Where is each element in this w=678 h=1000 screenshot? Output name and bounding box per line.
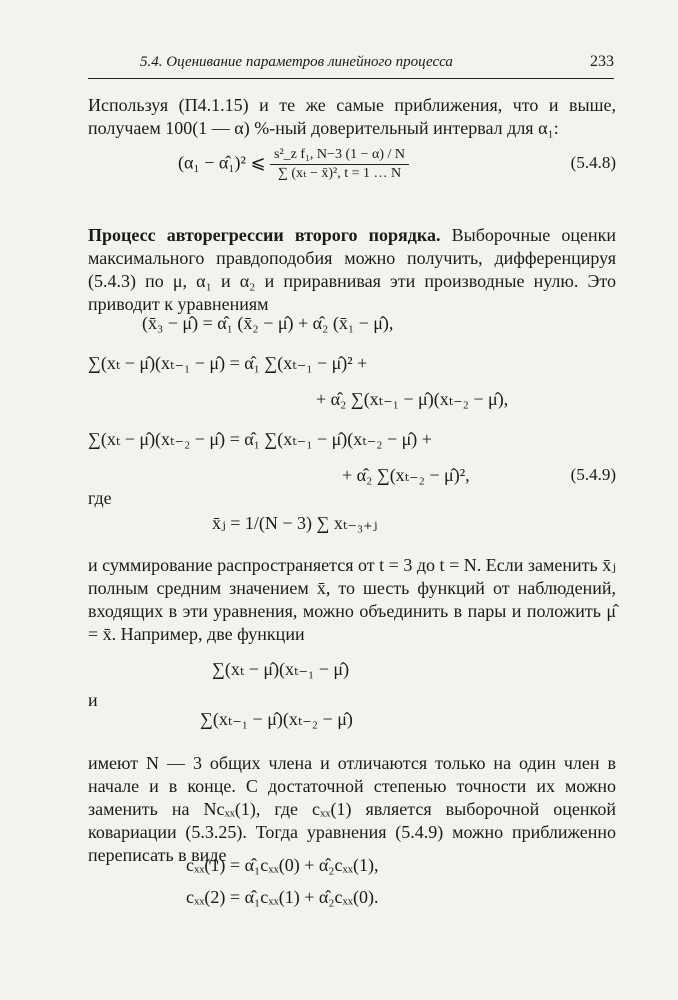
equation-5-4-9 bbox=[88, 310, 616, 500]
section-heading-ar2: Процесс авторегрессии второго порядка. bbox=[88, 225, 441, 245]
final-equation-1-body: cₓₓ(1) = α̂₁cₓₓ(0) + α̂₂cₓₓ(1), bbox=[186, 855, 379, 875]
function-2 bbox=[88, 706, 616, 734]
equation-5-4-9-line-2: ∑(xₜ − μ̂)(xₜ₋₁ − μ̂) = α̂₁ ∑(xₜ₋₁ − μ̂)² + bbox=[88, 353, 368, 373]
equation-xbar-j bbox=[88, 510, 616, 540]
equation-5-4-8-denominator: ∑ (xₜ − x̄)², t = 1 … N bbox=[277, 166, 402, 181]
word-where: где bbox=[88, 488, 112, 508]
paragraph-ar2-text: Выборочные оценки максимального правдоподобия можно получить, дифференцируя (5.4.3) по μ, α₁ и α₂ и приравнивая эти производные нулю. Это приводит к уравнениям bbox=[88, 225, 616, 314]
equation-5-4-9-line-1: (x̄₃ − μ̂) = α̂₁ (x̄₂ − μ̂) + α̂₂ (x̄₁ − μ̂), bbox=[142, 313, 394, 333]
equation-5-4-8-fraction bbox=[270, 146, 409, 183]
word-and: и bbox=[88, 690, 98, 710]
equation-5-4-8-body bbox=[178, 146, 409, 183]
function-1-body: ∑(xₜ − μ̂)(xₜ₋₁ − μ̂) bbox=[212, 659, 350, 679]
equation-5-4-8-numerator: s²_z f₁, N−3 (1 − α) / N bbox=[270, 146, 409, 165]
function-2-body: ∑(xₜ₋₁ − μ̂)(xₜ₋₂ − μ̂) bbox=[200, 709, 353, 729]
equation-number-5-4-9: (5.4.9) bbox=[570, 465, 616, 484]
equation-5-4-9-line-4: ∑(xₜ − μ̂)(xₜ₋₂ − μ̂) = α̂₁ ∑(xₜ₋₁ − μ̂)(xₜ₋₂ − μ̂) + bbox=[88, 429, 432, 449]
final-equation-2-body: cₓₓ(2) = α̂₁cₓₓ(1) + α̂₂cₓₓ(0). bbox=[186, 887, 379, 907]
page-number: 233 bbox=[590, 53, 614, 70]
final-equation-1 bbox=[88, 852, 616, 880]
function-1 bbox=[88, 656, 616, 684]
equation-5-4-9-line-3: + α̂₂ ∑(xₜ₋₁ − μ̂)(xₜ₋₂ − μ̂), bbox=[316, 389, 509, 409]
paragraph-summation: и суммирование распространяется от t = 3 до t = N. Если заменить x̄ⱼ полным средним значением x̄, то шесть функций от наблюдений, входящих в эти уравнения, можно объединить в пары и положить μ̂ = x̄. Например, две функции bbox=[88, 555, 616, 644]
equation-number-5-4-8: (5.4.8) bbox=[570, 153, 616, 172]
equation-5-4-9-line-5: + α̂₂ ∑(xₜ₋₂ − μ̂)², bbox=[342, 465, 470, 485]
final-equation-2 bbox=[88, 884, 616, 912]
running-header bbox=[88, 52, 614, 79]
paragraph-ar2 bbox=[88, 224, 616, 316]
paragraph-covariance: имеют N — 3 общих члена и отличаются только на один член в начале и в конце. С достаточной степенью точности их можно заменить на Ncₓₓ(1), где cₓₓ(1) является выборочной оценкой ковариации (5.3.25). Тогда уравнения (5.4.9) можно приближенно переписать в виде bbox=[88, 753, 616, 865]
equation-5-4-8-lhs: (α₁ − α̂₁)² ⩽ bbox=[178, 152, 266, 173]
paragraph-intro: Используя (П4.1.15) и те же самые приближения, что и выше, получаем 100(1 — α) %-ный доверительный интервал для α₁: bbox=[88, 95, 616, 138]
equation-xbar-j-body: x̄ⱼ = 1/(N − 3) ∑ xₜ₋₃₊ⱼ bbox=[212, 513, 378, 533]
equation-5-4-8 bbox=[88, 146, 616, 206]
running-title: 5.4. Оценивание параметров линейного процесса bbox=[140, 54, 453, 70]
